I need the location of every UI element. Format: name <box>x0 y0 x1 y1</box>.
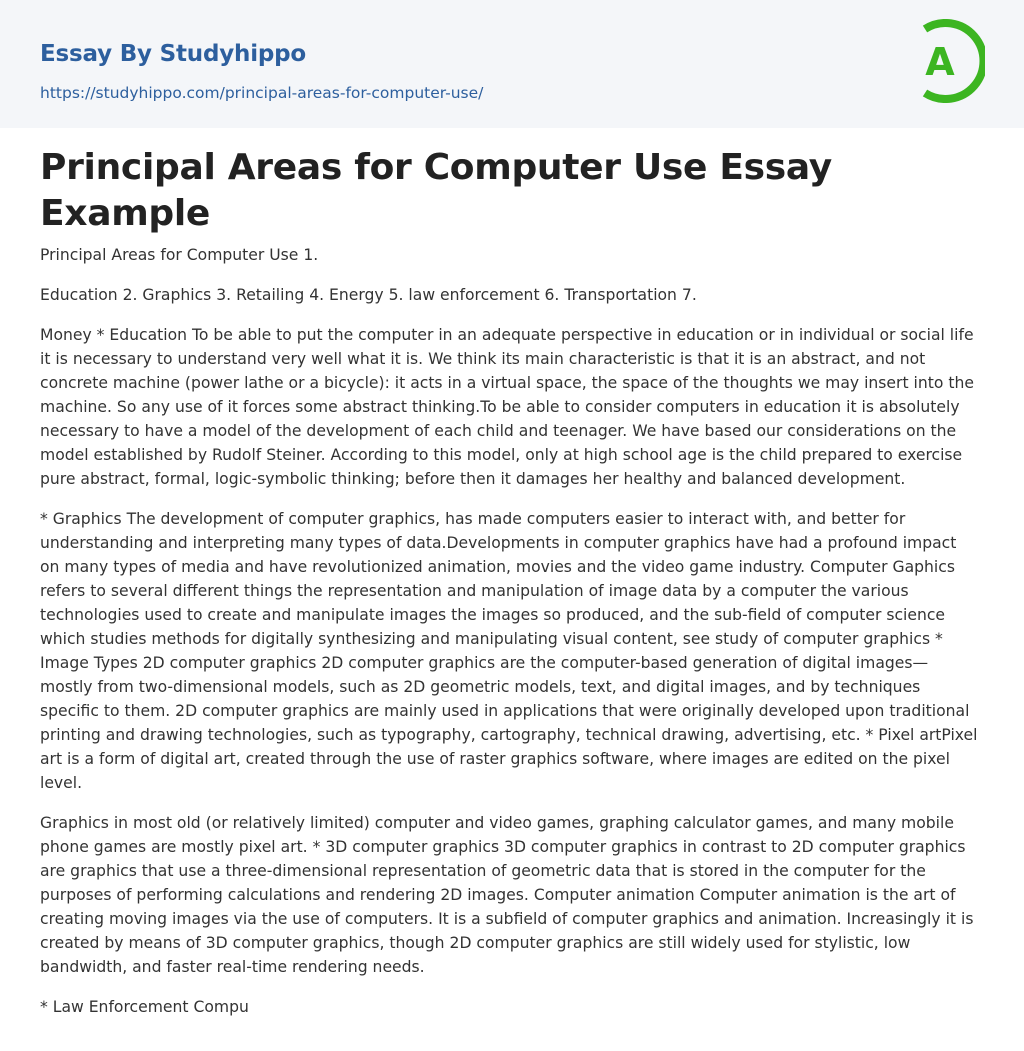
site-brand[interactable]: Essay By Studyhippo <box>40 41 307 67</box>
paragraph: Money * Education To be able to put the computer in an adequate perspective in education or in individual or social life it is necessary to understand very well what it is. We think its main characteristic is that it is an abstract, and not concrete machine (power lathe or a bicycle): it acts in a virtual space, the space of the thoughts we may insert into the machine. So any use of it forces some abstract thinking.To be able to consider computers in education it is absolutely necessary to have a model of the development of each child and teenager. We have based our considerations on the model established by Rudolf Steiner. According to this model, only at high school age is the child prepared to exercise pure abstract, formal, logic-symbolic thinking; before then it damages her healthy and balanced development. <box>40 326 974 488</box>
article-title: Principal Areas for Computer Use Essay Example <box>40 147 832 234</box>
paragraph: Education 2. Graphics 3. Retailing 4. Energy 5. law enforcement 6. Transportation 7. <box>40 286 697 304</box>
paragraph: Principal Areas for Computer Use 1. <box>40 246 319 264</box>
paragraph: * Law Enforcement Compu <box>40 998 249 1016</box>
svg-text:A: A <box>925 40 955 84</box>
paragraph: * Graphics The development of computer graphics, has made computers easier to interact with, and better for understanding and interpreting many types of data.Developments in computer graphics have had a profound impact on many types of media and have revolutionized animation, movies and the video game industry. Computer Gaphics refers to several different things the representation and manipulation of image data by a computer the various technologies used to create and manipulate images the images so produced, and the sub-field of computer science which studies methods for digitally synthesizing and manipulating visual content, see study of computer graphics * Image Types 2D computer graphics 2D computer graphics are the computer-based generation of digital images—mostly from two-dimensional models, such as 2D geometric models, text, and digital images, and by techniques specific to them. 2D computer graphics are mainly used in applications that were originally developed upon traditional printing and drawing technologies, such as typography, cartography, technical drawing, advertising, etc. * Pixel artPixel art is a form of digital art, created through the use of raster graphics software, where images are edited on the pixel level. <box>40 510 978 792</box>
studyhippo-logo-icon[interactable] <box>913 19 985 103</box>
site-header <box>0 0 1024 128</box>
paragraph: Graphics in most old (or relatively limited) computer and video games, graphing calculator games, and many mobile phone games are mostly pixel art. * 3D computer graphics 3D computer graphics in contrast to 2D computer graphics are graphics that use a three-dimensional representation of geometric data that is stored in the computer for the purposes of performing calculations and rendering 2D images. Computer animation Computer animation is the art of creating moving images via the use of computers. It is a subfield of computer graphics and animation. Increasingly it is created by means of 3D computer graphics, though 2D computer graphics are still widely used for stylistic, low bandwidth, and faster real-time rendering needs. <box>40 814 974 976</box>
source-url-link[interactable]: https://studyhippo.com/principal-areas-for-computer-use/ <box>40 84 484 102</box>
